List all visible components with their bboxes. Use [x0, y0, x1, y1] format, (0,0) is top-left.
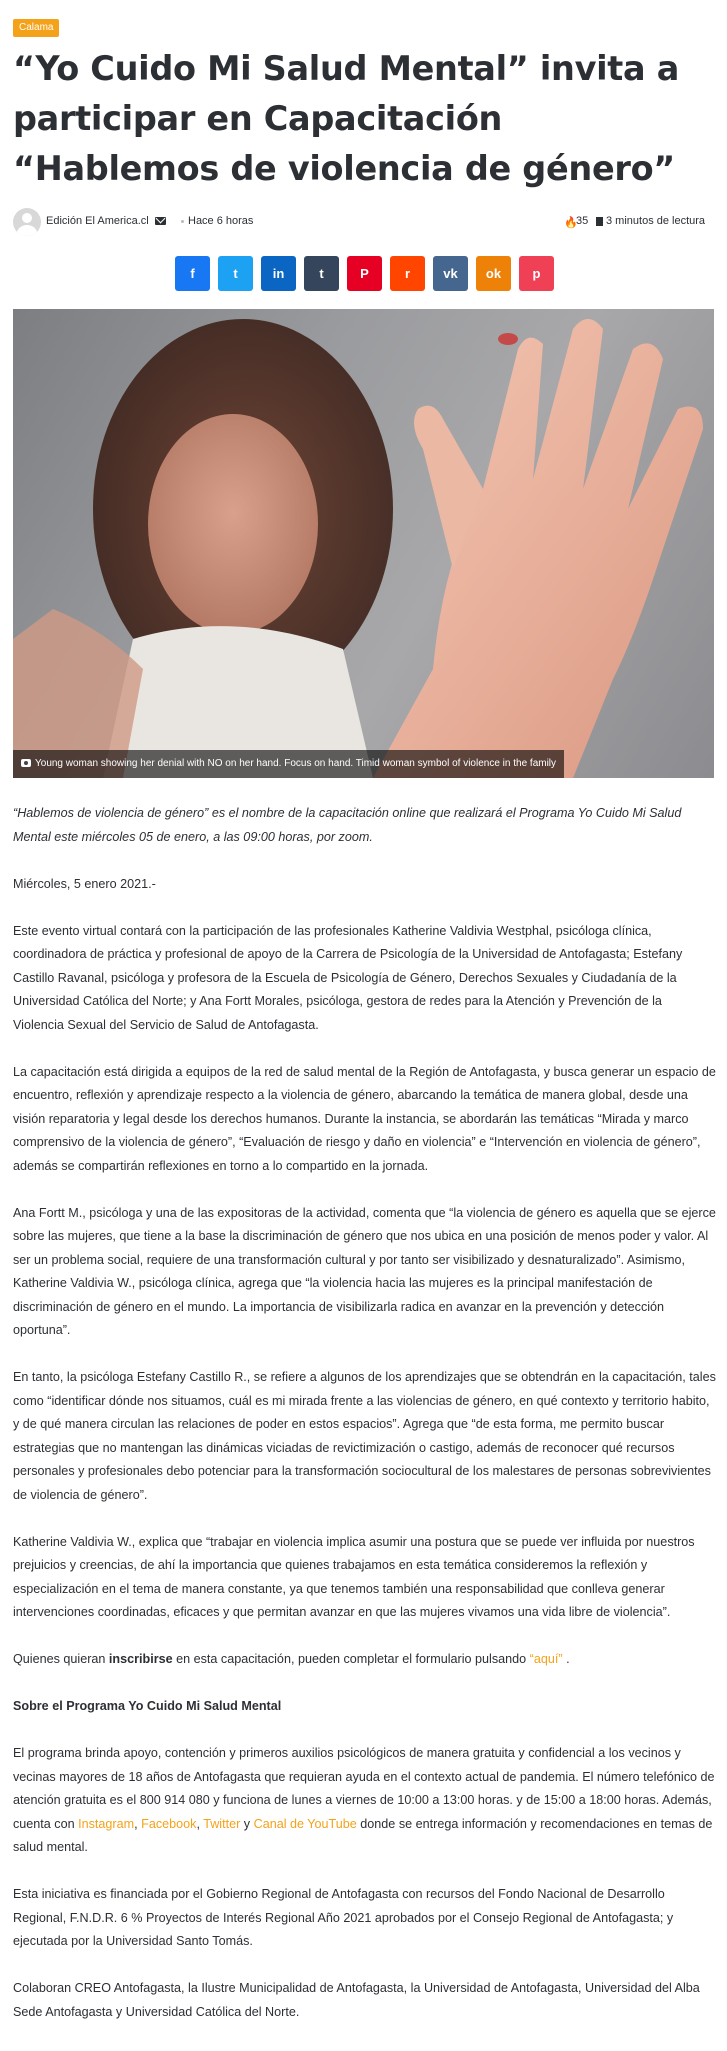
- author-name[interactable]: Edición El America.cl: [46, 215, 149, 227]
- dateline: Miércoles, 5 enero 2021.-: [13, 876, 156, 891]
- vk-icon: vk: [443, 266, 458, 281]
- text: ,: [134, 1816, 142, 1831]
- paragraph: Este evento virtual contará con la participación de las profesionales Katherine Valdivia Westphal, psicóloga clínica, coordinadora de práctica y profesional de apoyo de la Carrera de Psicología de la Universidad de Antofagasta; Estefany Castillo Ravanal, psicóloga y profesora de la Escuela de Psicología de Género, Derechos Sexuales y Ciudadanía de la Universidad Católica del Norte; y Ana Fortt Morales, psicóloga, gestora de redes para la Atención y Prevención de la Violencia Sexual del Servicio de Salud de Antofagasta.: [13, 923, 683, 1032]
- youtube-link[interactable]: Canal de YouTube: [253, 1816, 357, 1831]
- pinterest-icon: P: [360, 266, 369, 281]
- text: Quienes quieran: [13, 1652, 109, 1666]
- program-paragraph: [13, 1742, 716, 1860]
- registration-paragraph: [13, 1648, 716, 1672]
- facebook-link[interactable]: Facebook: [141, 1816, 197, 1831]
- pocket-icon: p: [532, 266, 541, 281]
- bookmark-icon: [596, 217, 603, 226]
- article-title: “Yo Cuido Mi Salud Mental” invita a participar en Capacitación “Hablemos de violencia de género”: [13, 49, 679, 188]
- caption-text: Young woman showing her denial with NO on her hand. Focus on hand. Timid woman symbol of violence in the family: [35, 758, 557, 769]
- article-body: [13, 802, 716, 2048]
- paragraph: En tanto, la psicóloga Estefany Castillo R., se refiere a algunos de los aprendizajes que se obtendrán en la capacitación, tales como “identificar dónde nos situamos, cuál es mi mirada frente a las violencias de género, en qué contexto y territorio habito, y de qué manera circulan las relaciones de poder en estos espacios”. Agrega que “de esta forma, me permito buscar estrategias que no mantengan las dinámicas viciadas de revictimización o castigo, además de reconocer qué recursos personales y profesionales debo potenciar para la transformación sociocultural de los malestares de personas sobrevivientes de violencia de género”.: [13, 1370, 716, 1502]
- reddit-icon: r: [404, 266, 411, 281]
- linkedin-icon: in: [272, 266, 285, 281]
- tumblr-icon: t: [319, 266, 324, 281]
- image-caption: [13, 750, 564, 778]
- section-heading: Sobre el Programa Yo Cuido Mi Salud Mental: [13, 1699, 282, 1713]
- article-lead: “Hablemos de violencia de género” es el nombre de la capacitación online que realizará el Programa Yo Cuido Mi Salud Mental este miércoles 05 de enero, a las 09:00 horas, por zoom.: [13, 806, 682, 844]
- pocket-share-button[interactable]: [519, 256, 554, 291]
- text: en esta capacitación, pueden completar el formulario pulsando: [172, 1652, 530, 1666]
- paragraph: Ana Fortt M., psicóloga y una de las expositoras de la actividad, comenta que “la violencia de género es aquella que se ejerce sobre las mujeres, que tiene a la base la discriminación de género que nos ubica en una posición de menos poder y valor. Al ser un problema social, requiere de una transformación cultural y por tanto ser visibilizado y desnaturalizado”. Asimismo, Katherine Valdivia W., psicóloga clínica, agrega que “la violencia hacia las mujeres es la principal manifestación de discriminación de género en el mundo. La importancia de visibilizarla radica en avanzar en la prevención y detección oportuna”.: [13, 1205, 716, 1337]
- paragraph: Colaboran CREO Antofagasta, la Ilustre Municipalidad de Antofagasta, la Universidad de Antofagasta, Universidad del Alba Sede Antofagasta y Universidad Católica del Norte.: [13, 1981, 700, 2019]
- facebook-share-button[interactable]: [175, 256, 210, 291]
- text: donde se entrega información y recomendaciones en temas de salud mental.: [13, 1816, 713, 1854]
- paragraph: Katherine Valdivia W., explica que “trabajar en violencia implica asumir una postura que se puede ver influida por nuestros prejuicios y creencias, de ahí la importancia que quienes trabajamos en esta temática consideremos la reflexión y especialización en el tema de manera constante, ya que tenemos también una responsabilidad que conlleva generar intervenciones coordinadas, eficaces y que permitan avanzar en que las mujeres vivamos una vida libre de violencia”.: [13, 1534, 695, 1619]
- text: El programa brinda apoyo, contención y primeros auxilios psicológicos de manera gratuita y confidencial a los vecinos y vecinas mayores de 18 años de Antofagasta que requieran ayuda en el contexto actual de pandemia. El número telefónico de atención gratuita es el 800 914 080 y funciona de lunes a viernes de 10:00 a 13:00 horas. y de 15:00 a 18:00 horas. Además, cuenta con: [13, 1746, 715, 1831]
- email-icon[interactable]: [155, 217, 166, 225]
- pinterest-share-button[interactable]: [347, 256, 382, 291]
- text: y: [240, 1816, 254, 1831]
- separator-dot: [181, 220, 184, 223]
- author-avatar[interactable]: [13, 208, 41, 236]
- camera-icon: [21, 759, 31, 767]
- woman-hand-photo: [13, 309, 714, 778]
- paragraph: La capacitación está dirigida a equipos de la red de salud mental de la Región de Antofagasta, y busca generar un espacio de encuentro, reflexión y aprendizaje respecto a la violencia de género, abarcando la temática de manera global, desde una visión reparatoria y legal desde los derechos humanos. Durante la instancia, se abordarán las temáticas “Mirada y marco comprensivo de la violencia de género”, “Evaluación de riesgo y daño en violencia” e “Intervención en violencia de género”, además se compartirán reflexiones en torno a lo compartido en la jornada.: [13, 1064, 716, 1173]
- category-badge[interactable]: Calama: [13, 19, 59, 37]
- tumblr-share-button[interactable]: [304, 256, 339, 291]
- linkedin-share-button[interactable]: [261, 256, 296, 291]
- reading-time: 3 minutos de lectura: [606, 215, 706, 227]
- odnoklassniki-share-button[interactable]: [476, 256, 511, 291]
- bold-text: inscribirse: [108, 1652, 173, 1666]
- twitter-icon: t: [233, 266, 238, 281]
- text: .: [562, 1652, 570, 1666]
- twitter-share-button[interactable]: [218, 256, 253, 291]
- post-time: Hace 6 horas: [188, 215, 254, 227]
- vk-share-button[interactable]: [433, 256, 468, 291]
- registration-link[interactable]: “aquí”: [529, 1652, 563, 1666]
- twitter-link[interactable]: Twitter: [203, 1816, 241, 1831]
- paragraph: Esta iniciativa es financiada por el Gobierno Regional de Antofagasta con recursos del Fondo Nacional de Desarrollo Regional, F.N.D.R. 6 % Proyectos de Interés Regional Año 2021 aprobados por el Consejo Regional de Antofagasta; y ejecutada por la Universidad Santo Tomás.: [13, 1887, 674, 1948]
- view-count: 35: [576, 215, 589, 227]
- odnoklassniki-icon: ok: [485, 266, 502, 281]
- reddit-share-button[interactable]: [390, 256, 425, 291]
- fire-icon: 🔥: [564, 217, 578, 229]
- instagram-link[interactable]: Instagram: [78, 1816, 135, 1831]
- facebook-icon: f: [190, 266, 195, 281]
- featured-image: [13, 309, 714, 778]
- text: ,: [196, 1816, 204, 1831]
- post-meta: [13, 208, 714, 236]
